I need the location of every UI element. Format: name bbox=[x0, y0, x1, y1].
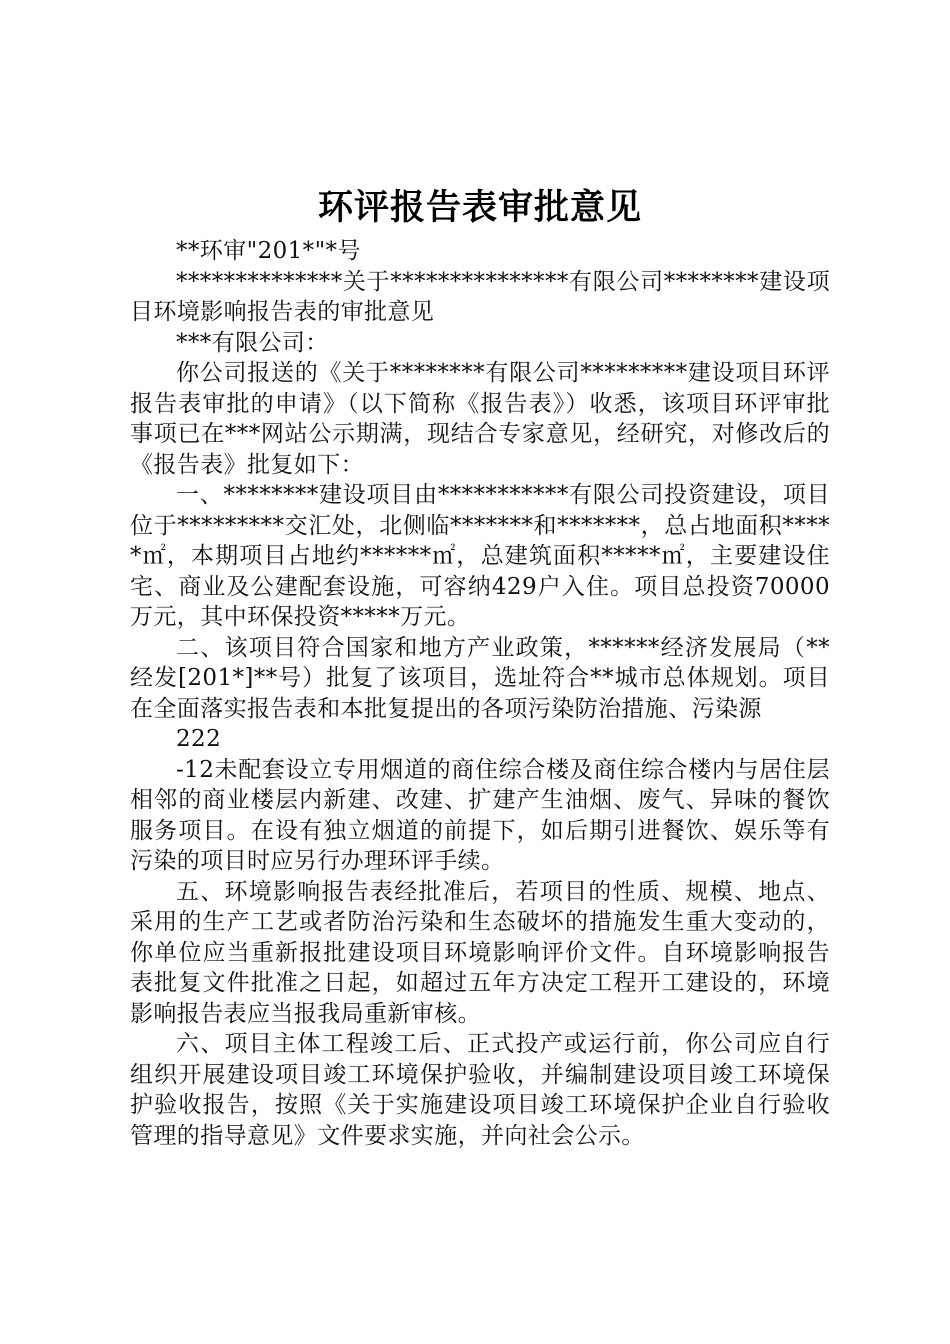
subject-line: **************关于***************有限公司********建设项目环境影响报告表的审批意见 bbox=[130, 268, 830, 325]
document-title: 环评报告表审批意见 bbox=[317, 188, 642, 228]
item-two-paragraph: 二、该项目符合国家和地方产业政策，******经济发展局（**经发[201*]**号）批复了该项目，选址符合**城市总体规划。项目在全面落实报告表和本批复提出的各项污染防治措施、污染源 bbox=[130, 634, 830, 722]
restriction-paragraph: -12未配套设立专用烟道的商住综合楼及商住综合楼内与居住层相邻的商业楼层内新建、改建、扩建产生油烟、废气、异味的餐饮服务项目。在设有独立烟道的前提下，如后期引进餐饮、娱乐等有污染的项目时应另行办理环评手续。 bbox=[130, 756, 830, 874]
item-one-paragraph: 一、********建设项目由***********有限公司投资建设，项目位于*********交汇处，北侧临*******和*******，总占地面积*****㎡，本期项目占地约******㎡，总建筑面积*****㎡，主要建设住宅、商业及公建配套设施，可容纳429户入住。项目总投资70000万元，其中环保投资*****万元。 bbox=[130, 482, 830, 630]
document-page bbox=[130, 180, 830, 1151]
addressee: ***有限公司： bbox=[176, 329, 329, 356]
item-five-paragraph: 五、环境影响报告表经批准后，若项目的性质、规模、地点、采用的生产工艺或者防治污染和生态破坏的措施发生重大变动的，你单位应当重新报批建设项目环境影响评价文件。自环境影响报告表批复文件批准之日起，如超过五年方决定工程开工建设的，环境影响报告表应当报我局重新审核。 bbox=[130, 878, 830, 1027]
page-number-text: 222 bbox=[176, 726, 222, 752]
intro-paragraph: 你公司报送的《关于********有限公司*********建设项目环评报告表审批的申请》（以下简称《报告表》）收悉，该项目环评审批事项已在***网站公示期满，现结合专家意见，经研究，对修改后的《报告表》批复如下： bbox=[130, 360, 830, 478]
document-number: **环审"201*"*号 bbox=[176, 238, 361, 264]
item-six-paragraph: 六、项目主体工程竣工后、正式投产或运行前，你公司应自行组织开展建设项目竣工环境保护验收，并编制建设项目竣工环境保护验收报告，按照《关于实施建设项目竣工环境保护企业自行验收管理的指导意见》文件要求实施，并向社会公示。 bbox=[130, 1031, 830, 1149]
